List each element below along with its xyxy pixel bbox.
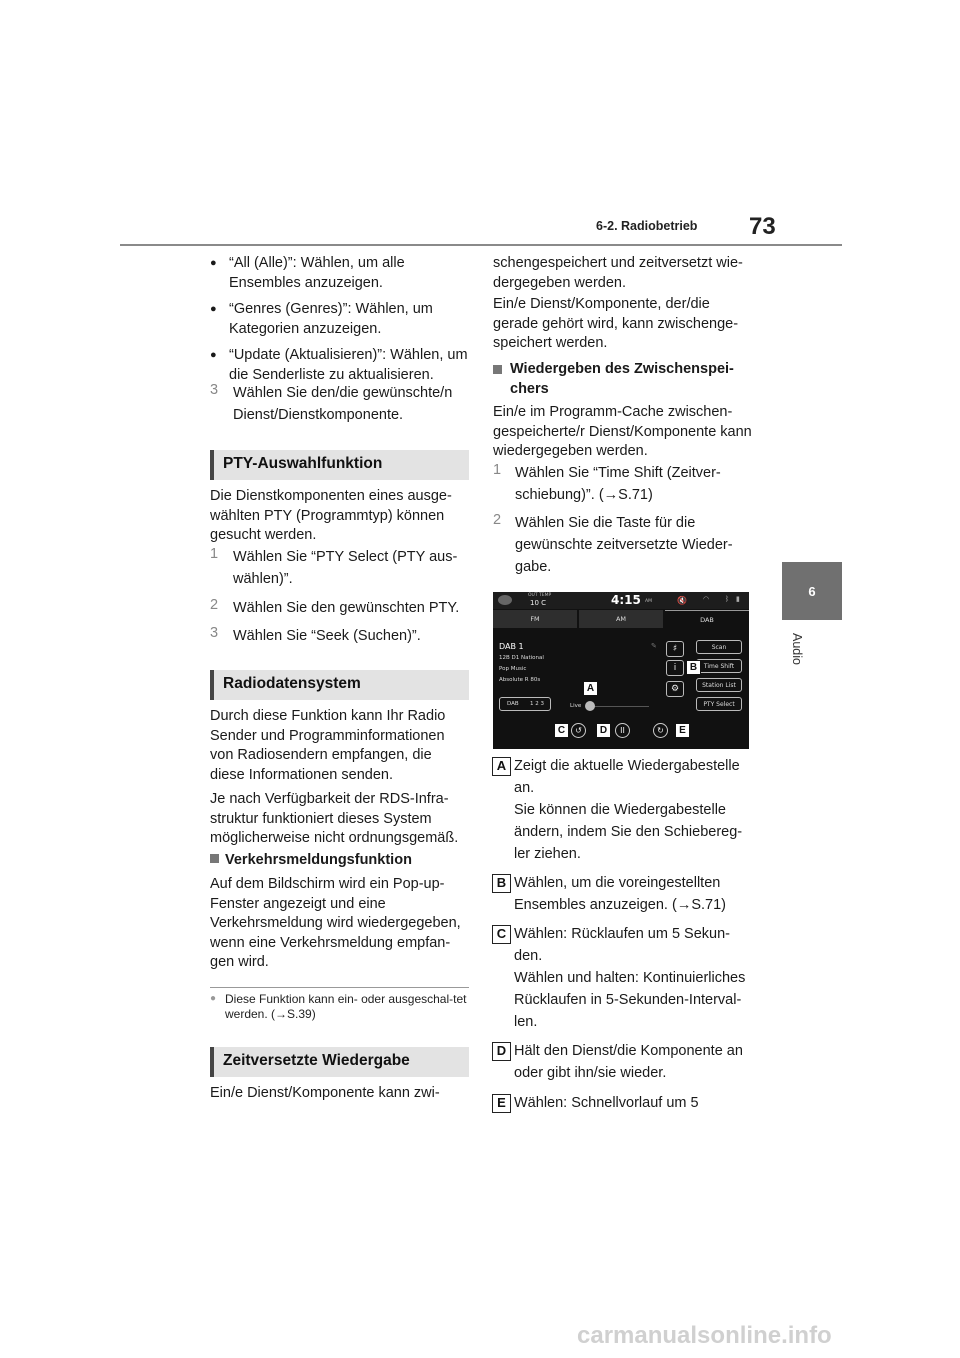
cache-paragraph: Ein/e im Programm-Cache zwischen-gespeicherte/r Dienst/Komponente kann wiedergegeben werden.: [493, 404, 752, 459]
cache-step-1: 1 Wählen Sie “Time Shift (Zeitver-schiebung)”. (→S.71): [493, 462, 721, 503]
note: ● Diese Funktion kann ein- oder ausgeschal-tet werden. (→S.39): [210, 992, 467, 1021]
pty-heading: PTY-Auswahlfunktion: [210, 450, 469, 480]
tab-fm[interactable]: FM: [493, 610, 577, 628]
header-rule: [120, 244, 842, 246]
home-icon: [498, 595, 512, 605]
callout-c: C: [554, 723, 569, 738]
station-info-line: 12B D1 National: [499, 655, 544, 661]
cache-step-2: 2 Wählen Sie die Taste für die gewünschte zeitversetzte Wieder-gabe.: [493, 512, 733, 575]
pty-step-2: 2 Wählen Sie den gewünschten PTY.: [210, 597, 460, 616]
callout-b: B: [686, 660, 701, 675]
label-b: B: [492, 874, 511, 893]
play-pause-icon[interactable]: II: [615, 723, 630, 738]
out-temp-label: OUT TEMP: [528, 593, 552, 598]
rds-paragraph-2: Je nach Verfügbarkeit der RDS-Infra-struktur funktioniert dieses System möglicherweise nicht ordnungsgemäß.: [210, 791, 459, 846]
label-d-text: Hält den Dienst/die Komponente an oder gibt ihn/sie wieder.: [514, 1043, 743, 1081]
timeshift-paragraph-2: Ein/e Dienst/Komponente, der/die gerade gehört wird, kann zwischenge-speichert werden.: [493, 296, 739, 351]
page-number: 73: [749, 213, 776, 240]
note-rule: [210, 987, 469, 988]
radio-screenshot: [493, 592, 749, 749]
rewind-5s-icon[interactable]: ↺: [571, 723, 586, 738]
section-title: 6-2. Radiobetrieb: [596, 219, 698, 233]
timeshift-paragraph: Ein/e Dienst/Komponente kann zwi-: [210, 1085, 440, 1101]
label-a-text: Zeigt die aktuelle Wiedergabestelle an. Sie können die Wiedergabestelle ändern, indem Sie den Schiebereg-ler ziehen.: [514, 758, 743, 862]
callout-e: E: [675, 723, 690, 738]
label-c: C: [492, 925, 511, 944]
mute-icon: 🔇: [677, 596, 687, 605]
pty-step-1: 1 Wählen Sie “PTY Select (PTY aus-wählen)”.: [210, 546, 458, 587]
tab-dab[interactable]: DAB: [665, 610, 749, 628]
step-3: 3 Wählen Sie den/die gewünschte/n Dienst/Dienstkomponente.: [210, 382, 453, 423]
wifi-icon: ◠: [703, 595, 710, 603]
time-shift-button[interactable]: Time Shift: [696, 659, 742, 673]
list-item: ● “All (Alle)”: Wählen, um alle Ensembles anzuzeigen.: [210, 255, 405, 291]
watermark: carmanualsonline.info: [577, 1322, 832, 1349]
playback-slider-handle[interactable]: [585, 701, 595, 711]
list-item: ● “Update (Aktualisieren)”: Wählen, um die Senderliste zu aktualisieren.: [210, 347, 468, 383]
equalizer-icon[interactable]: ♯: [666, 641, 684, 657]
list-item: ● “Genres (Genres)”: Wählen, um Kategorien anzuzeigen.: [210, 301, 433, 337]
timeshift-heading: Zeitversetzte Wiedergabe: [210, 1047, 469, 1077]
callout-a: A: [583, 681, 598, 696]
settings-icon[interactable]: ⚙: [666, 681, 684, 697]
out-temp-value: 10 C: [530, 599, 547, 607]
bluetooth-icon: ᛒ: [725, 595, 730, 603]
scan-button[interactable]: Scan: [696, 640, 742, 654]
signal-icon: ▮: [736, 595, 740, 603]
pty-step-3: 3 Wählen Sie “Seek (Suchen)”.: [210, 625, 421, 644]
label-d: D: [492, 1042, 511, 1061]
playback-track: [589, 706, 649, 707]
callout-d: D: [596, 723, 611, 738]
chapter-label: Audio: [790, 633, 804, 665]
label-c-text: Wählen: Rücklaufen um 5 Sekun-den. Wählen und halten: Kontinuierliches Rücklaufen in 5-Sekunden-Interval-len.: [514, 926, 746, 1030]
station-list-button[interactable]: Station List: [696, 678, 742, 692]
label-b-text: Wählen, um die voreingestellten Ensembles anzuzeigen. (→S.71): [514, 875, 726, 913]
clock: 4:15: [611, 593, 641, 607]
label-a: A: [492, 757, 511, 776]
traffic-heading: Verkehrsmeldungsfunktion: [210, 852, 470, 868]
cache-heading: Wiedergeben des Zwischenspei-chers: [493, 360, 755, 399]
rds-heading: Radiodatensystem: [210, 670, 469, 700]
rds-paragraph-1: Durch diese Funktion kann Ihr Radio Sender und Programminformationen von Radiosendern empfangen, die diese Informationen senden.: [210, 708, 446, 783]
station-info-line: Absolute R 80s: [499, 677, 541, 683]
timeshift-continued: schengespeichert und zeitversetzt wie-dergegeben werden.: [493, 255, 743, 291]
info-icon[interactable]: i: [666, 660, 684, 676]
forward-5s-icon[interactable]: ↻: [653, 723, 668, 738]
pty-select-button[interactable]: PTY Select: [696, 697, 742, 711]
station-name: DAB 1: [499, 642, 524, 651]
pty-intro: Die Dienstkomponenten eines ausge-wählten PTY (Programmtyp) können gesucht werden.: [210, 488, 452, 543]
chapter-number: 6: [808, 584, 816, 599]
tab-am[interactable]: AM: [579, 610, 663, 628]
label-e-text: Wählen: Schnellvorlauf um 5: [514, 1095, 699, 1111]
station-info-line: Pop Music: [499, 666, 527, 672]
traffic-paragraph: Auf dem Bildschirm wird ein Pop-up-Fenster angezeigt und eine Verkehrsmeldung wird wiedergegeben, wenn eine Verkehrsmeldung empfan-gen wird.: [210, 876, 461, 970]
tag-icon: ✎: [651, 642, 657, 650]
chapter-tab: [782, 562, 842, 620]
clock-ampm: AM: [645, 599, 652, 604]
bullet-list: [210, 254, 470, 385]
label-e: E: [492, 1094, 511, 1113]
live-label: Live: [570, 703, 582, 709]
preset-selector[interactable]: DAB 1 2 3: [499, 697, 551, 711]
